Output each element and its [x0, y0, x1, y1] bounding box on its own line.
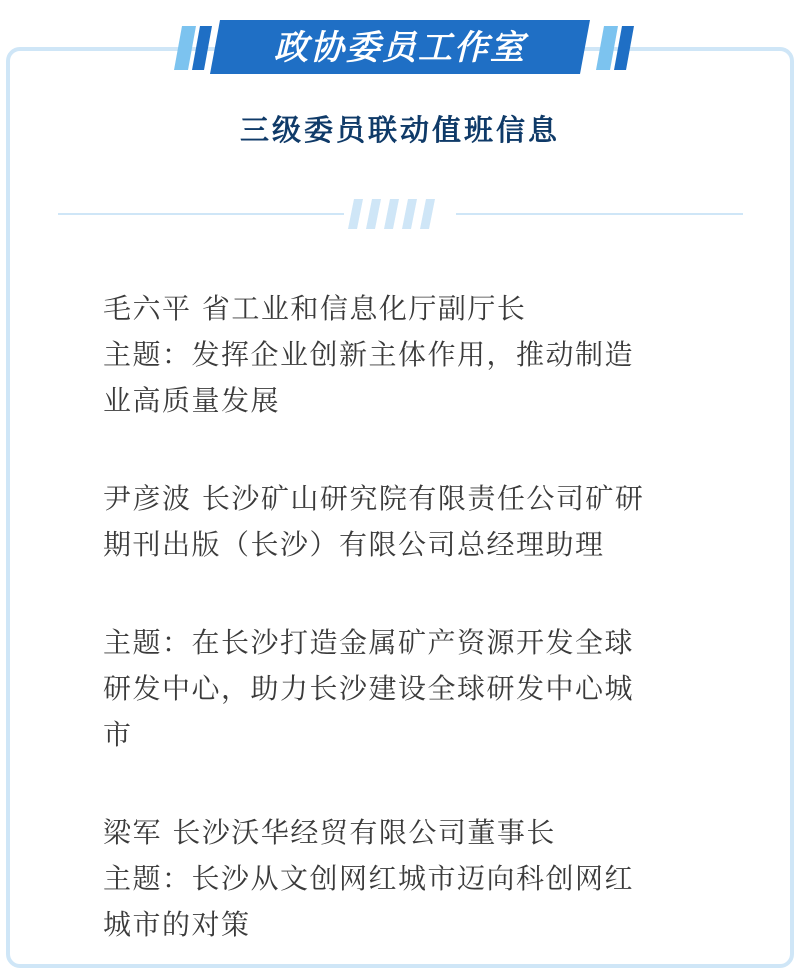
- divider-left: [58, 213, 344, 215]
- duty-info-content: [103, 286, 703, 948]
- divider-right: [456, 213, 743, 215]
- divider-stripes: [344, 199, 456, 229]
- page-subtitle: 三级委员联动值班信息: [239, 113, 560, 147]
- entry-line: 城市的对策: [103, 908, 251, 941]
- banner-title: 政协委员工作室: [274, 27, 526, 68]
- banner: [160, 10, 640, 78]
- entry-line: 主题：长沙从文创网红城市迈向科创网红: [103, 862, 635, 895]
- entry-line: 梁军 长沙沃华经贸有限公司董事长: [103, 816, 556, 849]
- entry-line: 主题：在长沙打造金属矿产资源开发全球: [103, 626, 635, 659]
- entry-line: 主题：发挥企业创新主体作用，推动制造: [103, 338, 635, 371]
- entry-liang-jun: [103, 810, 703, 948]
- entry-mao-liuping: [103, 286, 703, 424]
- entry-yin-yanbo: [103, 476, 703, 568]
- entry-line: 研发中心，助力长沙建设全球研发中心城: [103, 672, 635, 705]
- entry-line: 尹彦波 长沙矿山研究院有限责任公司矿研: [103, 482, 645, 515]
- entry-yin-yanbo-topic: [103, 620, 703, 758]
- entry-line: 业高质量发展: [103, 384, 281, 417]
- entry-line: 市: [103, 718, 133, 751]
- entry-line: 毛六平 省工业和信息化厅副厅长: [103, 292, 527, 325]
- entry-line: 期刊出版（长沙）有限公司总经理助理: [103, 528, 605, 561]
